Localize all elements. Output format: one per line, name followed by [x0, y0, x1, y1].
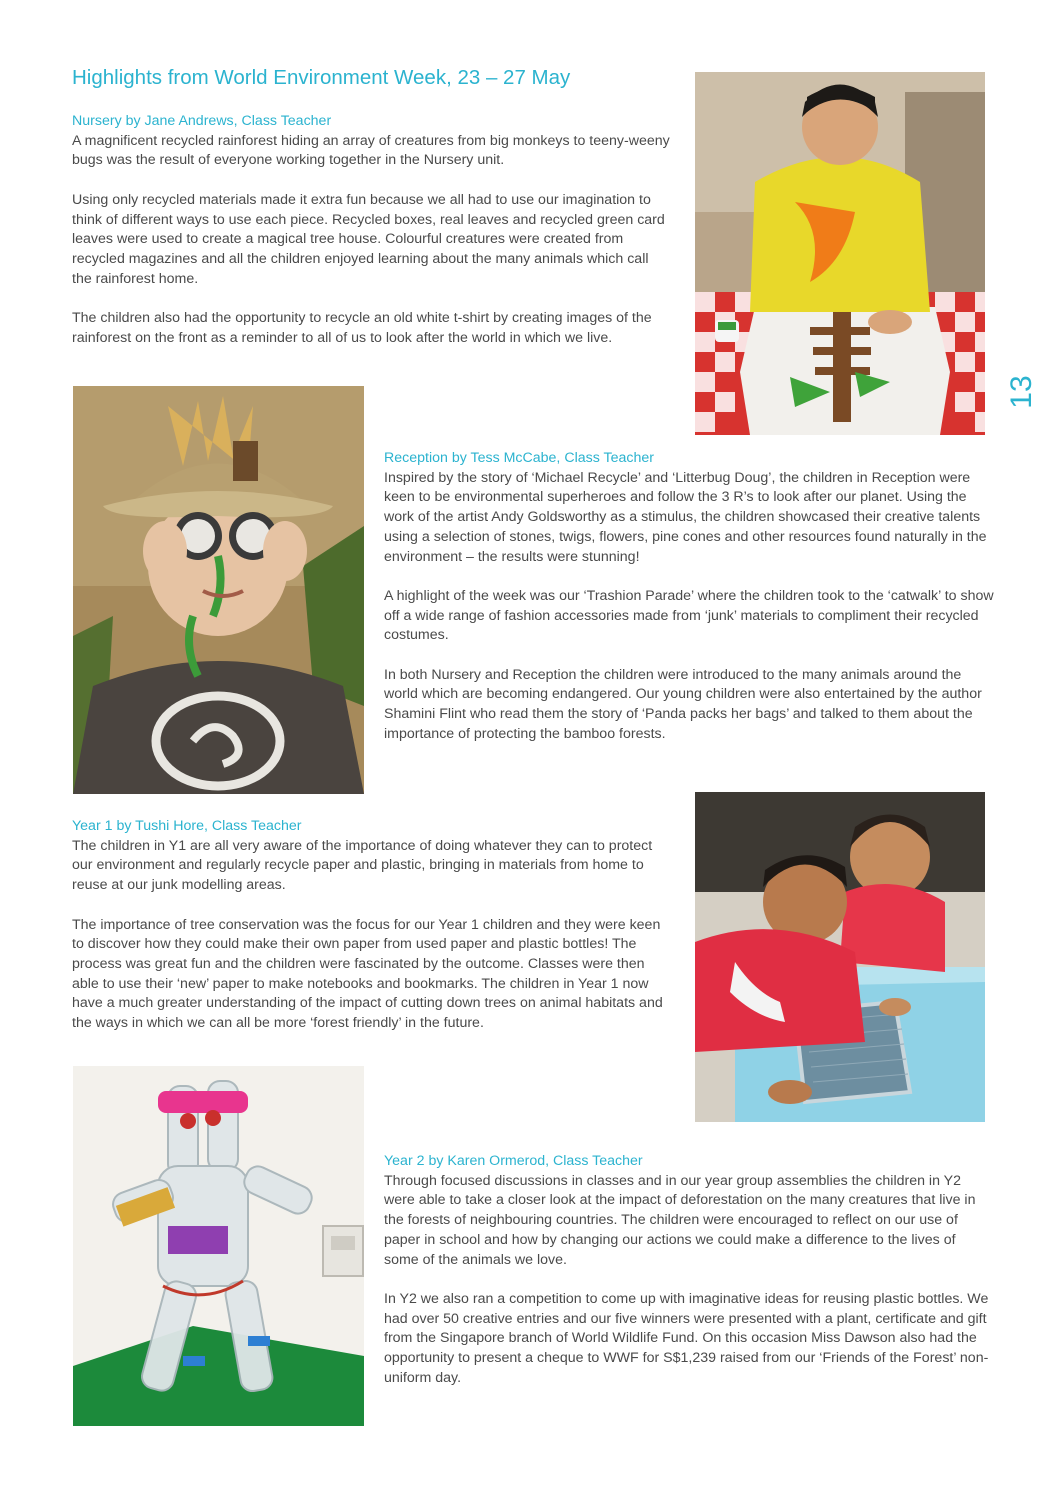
page-title: Highlights from World Environment Week, 23 – 27 May [72, 66, 571, 89]
year1-section [72, 817, 672, 1034]
photo-plastic-bottle-sculpture-image [73, 1066, 364, 1426]
page-number: 13 [1005, 375, 1038, 409]
photo-boy-painting-tshirt [695, 72, 985, 435]
year2-section [384, 1152, 994, 1388]
reception-paragraph-2: A highlight of the week was our ‘Trashion Parade’ where the children took to the ‘catwalk’ to show off a wide range of fashion accessories made from ‘junk’ materials to compliment their recycled costumes. [384, 587, 994, 644]
nursery-paragraph-3: The children also had the opportunity to recycle an old white t-shirt by creating images of the rainforest on the front as a reminder to all of us to look after the world in which we live. [72, 310, 652, 346]
photo-plastic-bottle-sculpture [73, 1066, 364, 1426]
reception-heading: Reception by Tess McCabe, Class Teacher [384, 450, 654, 466]
nursery-paragraph-1: A magnificent recycled rainforest hiding an array of creatures from big monkeys to teeny-weeny bugs was the result of everyone working together in the Nursery unit. [72, 132, 670, 169]
year1-paragraph-1: The children in Y1 are all very aware of the importance of doing whatever they can to protect our environment and regularly recycle paper and plastic, bringing in materials from home to reuse at our junk modelling areas. [72, 837, 653, 894]
photo-children-making-paper [695, 792, 985, 1122]
photo-boy-binoculars-hat [73, 386, 364, 794]
nursery-heading: Nursery by Jane Andrews, Class Teacher [72, 113, 332, 129]
reception-paragraph-3: In both Nursery and Reception the children were introduced to the many animals around the world which are becoming endangered. Our young children were also entertained by the author Shamini Flint who read them the story of ‘Panda packs her bags’ and talked to them about the importance of protecting the bamboo forests. [384, 666, 982, 742]
year1-heading: Year 1 by Tushi Hore, Class Teacher [72, 818, 302, 834]
year2-paragraph-1: Through focused discussions in classes and in our year group assemblies the children in Y2 were able to take a closer look at the impact of deforestation on the many creatures that live in the forests of neighbouring countries. The children were encouraged to reflect on our use of paper in school and how by changing our actions we could make a difference to the lives of some of the animals we love. [384, 1172, 976, 1268]
nursery-section [72, 112, 672, 348]
photo-boy-binoculars-hat-image [73, 386, 364, 794]
photo-boy-painting-tshirt-image [695, 72, 985, 435]
year1-paragraph-2: The importance of tree conservation was the focus for our Year 1 children and they were keen to discover how they could make their own paper from used paper and plastic bottles! The process was great fun and the children were fascinated by the outcome. Classes were then able to use their ‘new’ paper to make notebooks and bookmarks. The children in Year 1 now have a much greater understanding of the impact of cutting down trees on animal habitats and the ways in which we can all be more ‘forest friendly’ in the future. [72, 916, 663, 1032]
reception-paragraph-1: Inspired by the story of ‘Michael Recycle’ and ‘Litterbug Doug’, the children in Reception were keen to be environmental superheroes and follow the 3 R’s to look after our planet. Using the work of the artist Andy Goldsworthy as a stimulus, the children showcased their creative talents using a selection of stones, twigs, flowers, pine cones and other resources found naturally in the environment – the results were stunning! [384, 469, 987, 565]
nursery-paragraph-2: Using only recycled materials made it extra fun because we all had to use our imagination to think of different ways to use each piece. Recycled boxes, real leaves and recycled green card leaves were used to create a magical tree house. Colourful creatures were created from recycled magazines and all the children enjoyed learning about the many animals which call the rainforest home. [72, 191, 665, 287]
photo-children-making-paper-image [695, 792, 985, 1122]
year2-paragraph-2: In Y2 we also ran a competition to come up with imaginative ideas for reusing plastic bottles. We had over 50 creative entries and our five winners were presented with a plant, certificate and gift from the Singapore branch of World Wildlife Fund. On this occasion Miss Dawson also had the opportunity to present a cheque to WWF for S$1,239 raised from our ‘Friends of the Forest’ non-uniform day. [384, 1290, 989, 1386]
year2-heading: Year 2 by Karen Ormerod, Class Teacher [384, 1153, 643, 1169]
reception-section [384, 449, 994, 745]
